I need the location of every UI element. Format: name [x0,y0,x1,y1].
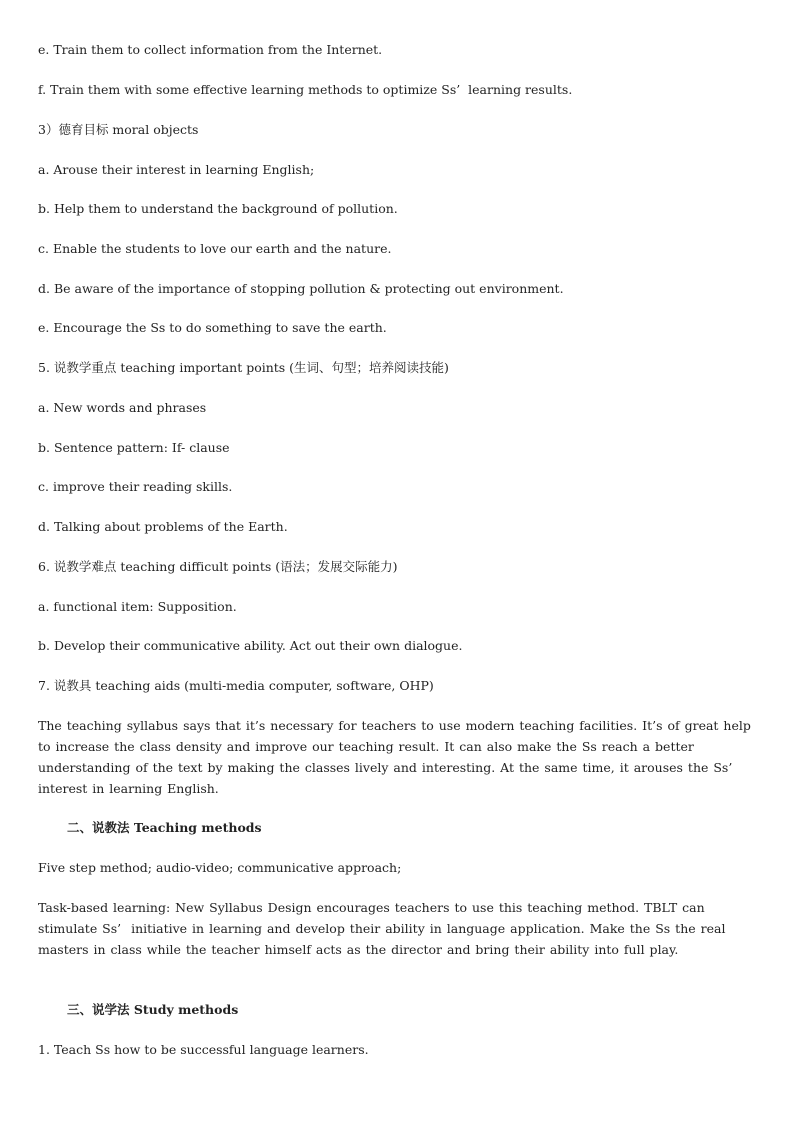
study-item-1: 1. Teach Ss how to be successful language learners. [38,1042,369,1057]
task-based-paragraph: Task-based learning: New Syllabus Design encourages teachers to use this teaching method. TBLT can stimulate Ss’ initiative in learning and develop their ability in language application. Make the Ss the real masters in class while the teacher himself acts as the director and bring their ability into full play. [38,900,731,957]
objective-f-methods: f. Train them with some effective learning methods to optimize Ss’ learning results. [38,82,573,97]
teaching-methods-heading: 二、说教法 Teaching methods [67,820,262,835]
moral-item-d: d. Be aware of the importance of stopping pollution & protecting out environment. [38,281,564,296]
facilities-paragraph: The teaching syllabus says that it’s necessary for teachers to use modern teaching facilities. It’s of great help to increase the class density and improve our teaching result. It can also make the Ss reach a better understanding of the text by making the classes lively and interesting. At the same time, it arouses the Ss’ interest in learning English. [38,718,756,796]
moral-item-e: e. Encourage the Ss to do something to save the earth. [38,320,387,335]
moral-item-c: c. Enable the students to love our earth and the nature. [38,241,392,256]
teaching-aids-heading: 7. 说教具 teaching aids (multi-media computer, software, OHP) [38,678,434,693]
important-points-heading: 5. 说教学重点 teaching important points (生词、句型；培养阅读技能) [38,360,449,375]
five-step-line: Five step method; audio-video; communicative approach; [38,860,402,875]
difficult-points-heading: 6. 说教学难点 teaching difficult points (语法；发展交际能力) [38,559,398,574]
moral-objects-heading: 3）德育目标 moral objects [38,122,199,137]
moral-item-b: b. Help them to understand the background of pollution. [38,201,398,216]
difficult-item-a: a. functional item: Supposition. [38,599,237,614]
important-item-c: c. improve their reading skills. [38,479,233,494]
important-item-a: a. New words and phrases [38,400,207,415]
study-methods-heading: 三、说学法 Study methods [67,1002,239,1017]
difficult-item-b: b. Develop their communicative ability. Act out their own dialogue. [38,638,463,653]
important-item-b: b. Sentence pattern: If- clause [38,440,230,455]
important-item-d: d. Talking about problems of the Earth. [38,519,288,534]
moral-item-a: a. Arouse their interest in learning English; [38,162,315,177]
objective-e-internet: e. Train them to collect information from the Internet. [38,42,383,57]
